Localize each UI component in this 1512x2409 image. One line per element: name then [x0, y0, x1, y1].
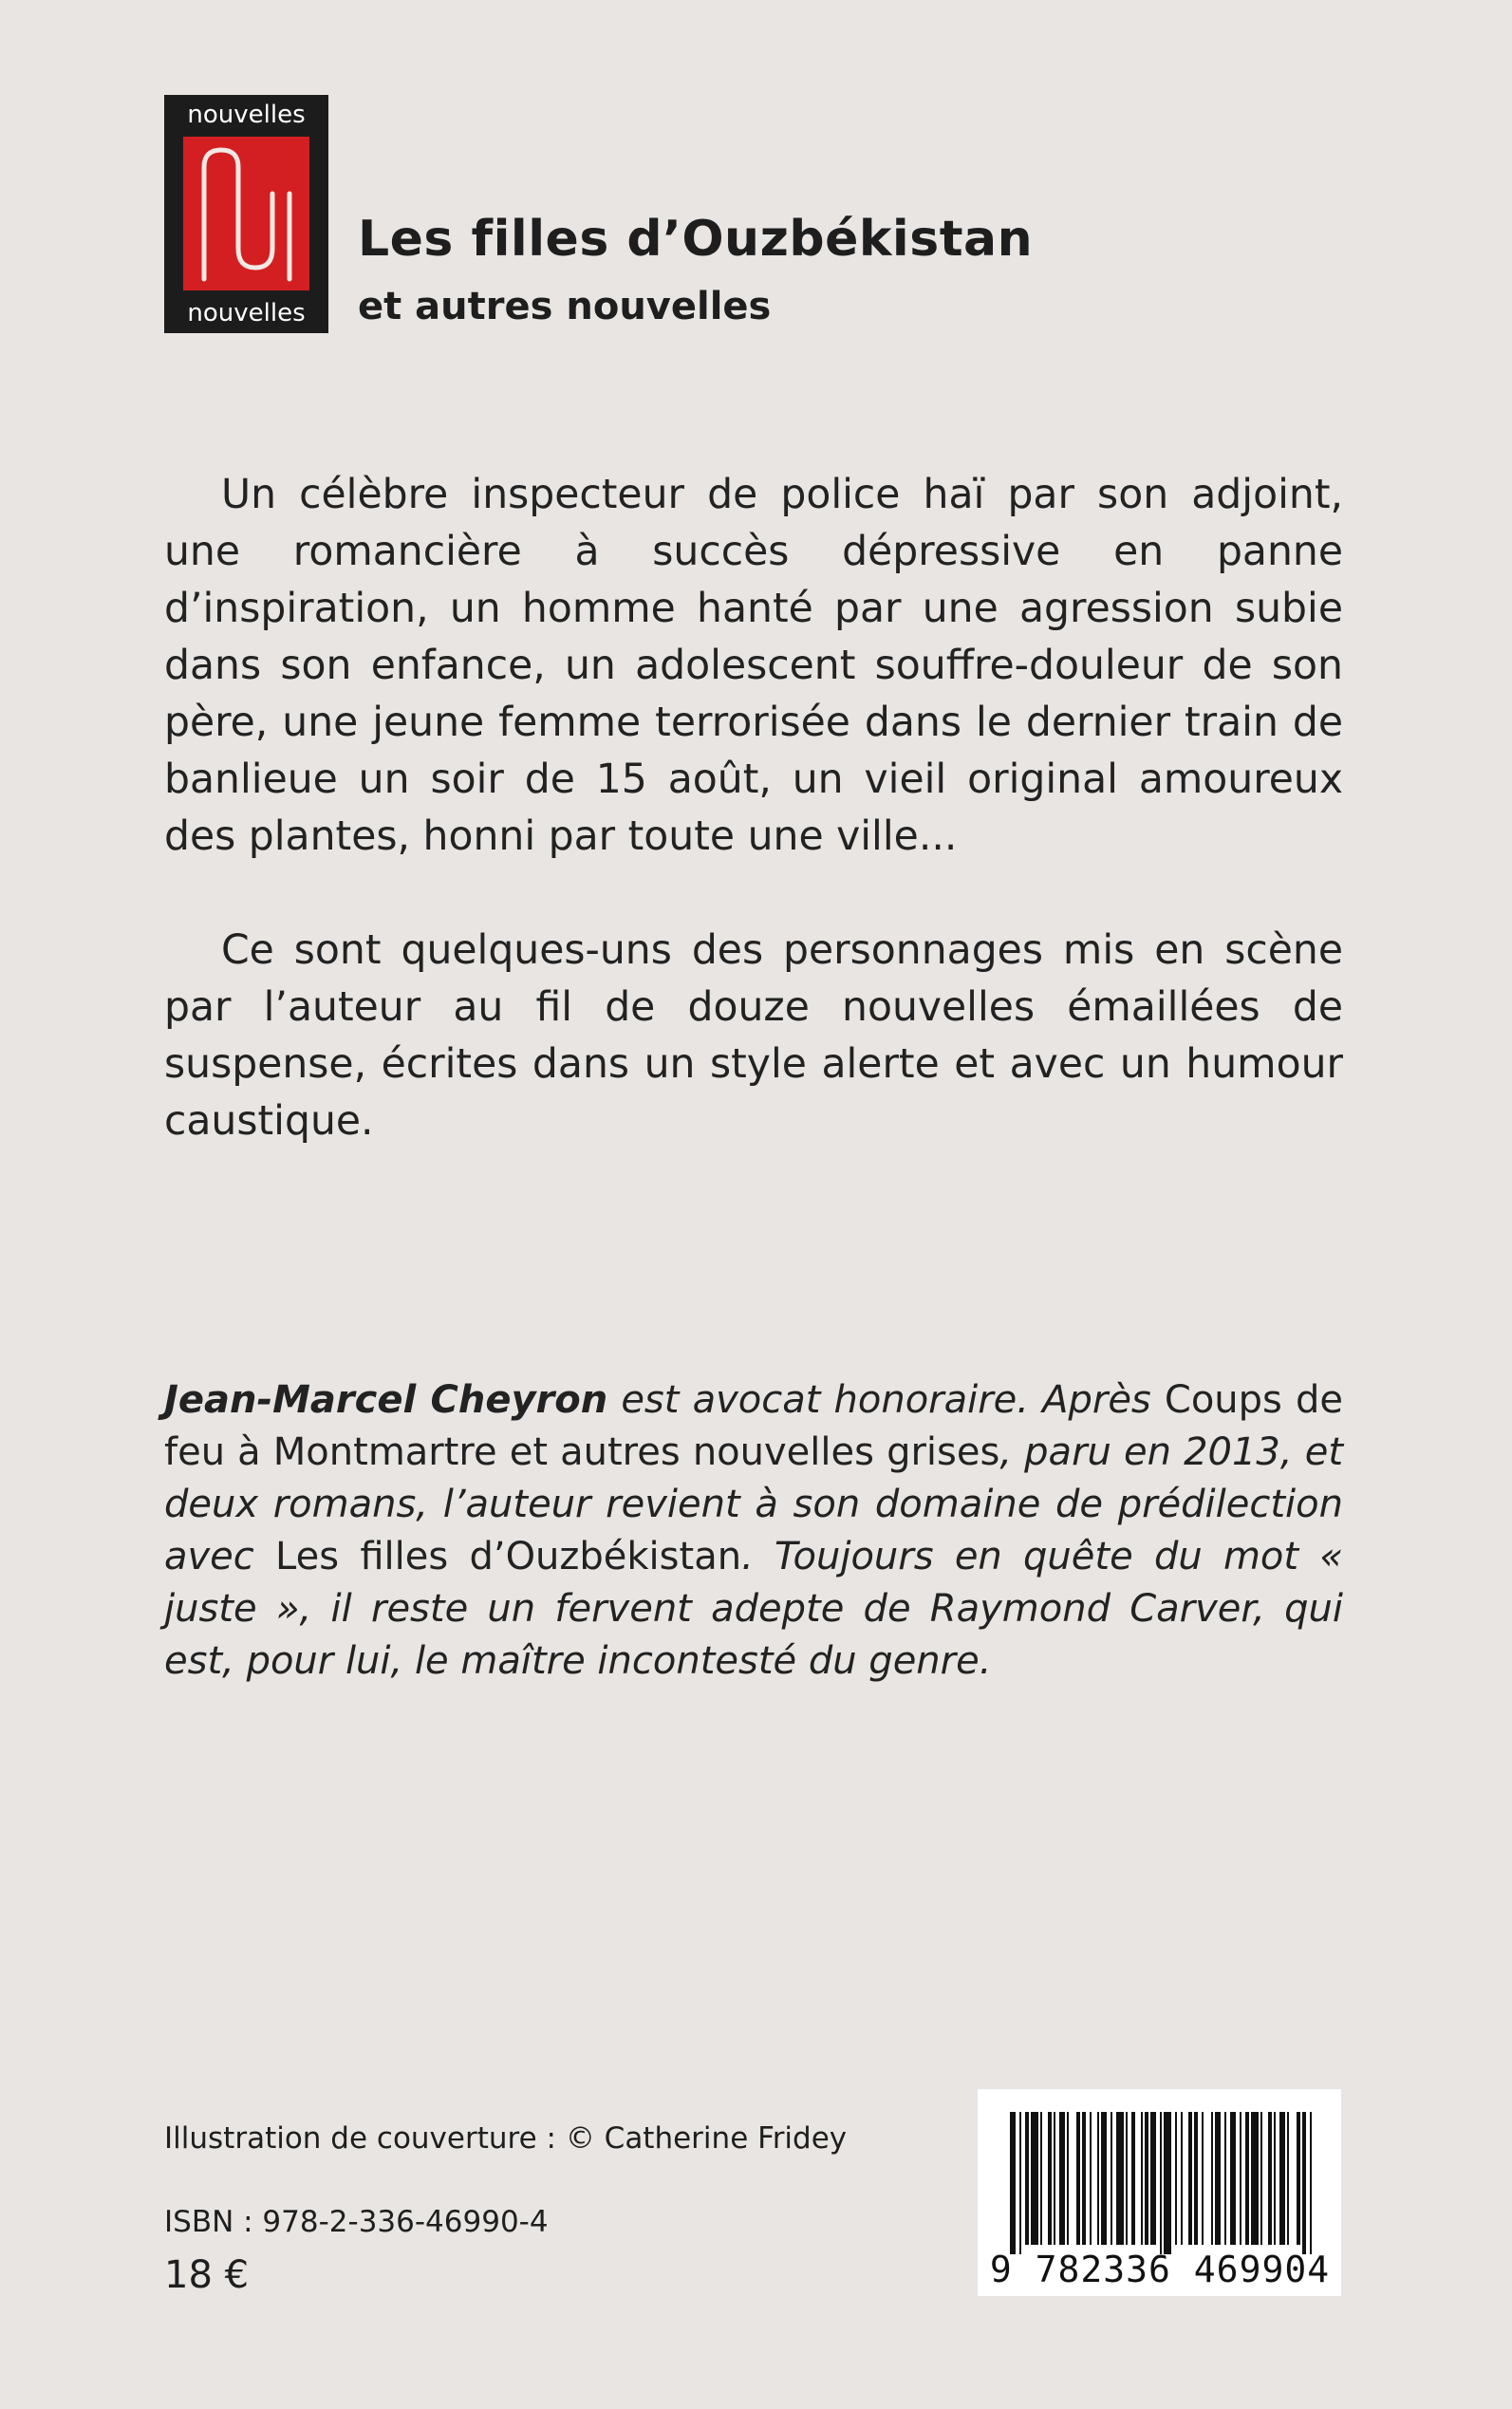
- blurb-paragraph-1: [164, 467, 1343, 866]
- barcode-bar: [1040, 2112, 1042, 2245]
- barcode-bar: [1160, 2112, 1162, 2254]
- barcode-bar: [1048, 2112, 1052, 2245]
- barcode-bar: [1224, 2112, 1226, 2245]
- author-bio-part-3: . Toujours en quête du mot « juste », il reste un fervent adepte de Raymond Carver, qui est, pour lui, le maître incontesté du genre.: [164, 1535, 1344, 1683]
- barcode-bar: [1164, 2112, 1171, 2254]
- barcode-bar: [1101, 2112, 1107, 2245]
- author-book-1: Coups de feu à Montmartre et autres nouvelles grises: [164, 1378, 1343, 1474]
- barcode-bar: [1202, 2112, 1204, 2245]
- barcode-bar: [1297, 2112, 1300, 2245]
- barcode-bar: [1067, 2112, 1069, 2245]
- barcode-bar: [1287, 2112, 1289, 2245]
- barcode-bar: [1175, 2112, 1177, 2245]
- barcode-bar: [1194, 2112, 1198, 2245]
- barcode-bar: [1188, 2112, 1192, 2245]
- publisher-logo: [164, 95, 328, 333]
- barcode-bar: [1116, 2112, 1124, 2245]
- barcode-bar: [1025, 2112, 1029, 2245]
- barcode-bar: [1111, 2112, 1112, 2245]
- author-book-2: Les filles d’Ouzbékistan: [275, 1535, 742, 1578]
- cover-illustration-credit: Illustration de couverture : © Catherine Fridey: [164, 2121, 848, 2156]
- barcode-bar: [1251, 2112, 1259, 2245]
- blurb-text-1: Un célèbre inspecteur de police haï par son adjoint, une romancière à succès dépressive en panne d’inspiration, un homme hanté par une agression subie dans son enfance, un adolescent souffre-douleur de son père, une jeune femme terrorisée dans le dernier train de banlieue un soir de 15 août, un vieil original amoureux des plantes, honni par toute une ville...: [164, 472, 1343, 860]
- price: 18 €: [164, 2253, 250, 2297]
- barcode-bar: [1145, 2112, 1148, 2245]
- barcode-bar: [1059, 2112, 1065, 2245]
- barcode-bar: [1268, 2112, 1272, 2245]
- barcode-bar: [1240, 2112, 1241, 2245]
- barcode-bar: [1274, 2112, 1276, 2245]
- barcode-bar: [1181, 2112, 1183, 2245]
- barcode-bar: [1215, 2112, 1221, 2245]
- barcode-bar: [1097, 2112, 1099, 2245]
- barcode-bar: [1230, 2112, 1236, 2245]
- barcode-bar: [1260, 2112, 1262, 2245]
- barcode-bar: [1310, 2112, 1312, 2254]
- barcode-bar: [1090, 2112, 1092, 2245]
- barcode-bar: [1082, 2112, 1086, 2245]
- barcode-bar: [1211, 2112, 1213, 2245]
- book-title: Les filles d’Ouzbékistan: [358, 211, 1034, 268]
- logo-nu-mark: [183, 137, 309, 290]
- author-bio: [164, 1374, 1343, 1688]
- barcode-bar: [1131, 2112, 1135, 2245]
- nu-monogram-icon: [183, 137, 309, 290]
- logo-bottom-word: nouvelles: [187, 299, 306, 327]
- barcode-bar: [1302, 2112, 1306, 2254]
- barcode-bar: [1019, 2112, 1021, 2254]
- book-subtitle: et autres nouvelles: [358, 285, 772, 328]
- barcode-bar: [1141, 2112, 1143, 2245]
- barcode-bar: [1010, 2112, 1016, 2254]
- barcode-bar: [1031, 2112, 1038, 2245]
- barcode: [978, 2089, 1341, 2296]
- barcode-bar: [1076, 2112, 1080, 2245]
- barcode-digits: 9 782336 469904: [989, 2249, 1331, 2290]
- barcode-bar: [1126, 2112, 1128, 2245]
- barcode-bar: [1245, 2112, 1249, 2245]
- blurb-text-2: Ce sont quelques-uns des personnages mis en scène par l’auteur au fil de douze nouvelles émaillées de suspense, écrites dans un style alerte et avec un humour caustique.: [164, 927, 1343, 1145]
- logo-top-word: nouvelles: [187, 101, 306, 129]
- barcode-bar: [1054, 2112, 1055, 2245]
- barcode-bar: [1279, 2112, 1285, 2245]
- blurb-paragraph-2: [164, 923, 1343, 1150]
- author-bio-part-2: , paru en 2013, et deux romans, l’auteur revient à son domaine de prédilection avec: [164, 1430, 1343, 1578]
- barcode-bar: [1150, 2112, 1156, 2245]
- author-bio-part-1: est avocat honoraire. Après: [607, 1378, 1165, 1422]
- isbn: ISBN : 978-2-336-46990-4: [164, 2205, 549, 2239]
- author-name: Jean-Marcel Cheyron: [164, 1378, 608, 1422]
